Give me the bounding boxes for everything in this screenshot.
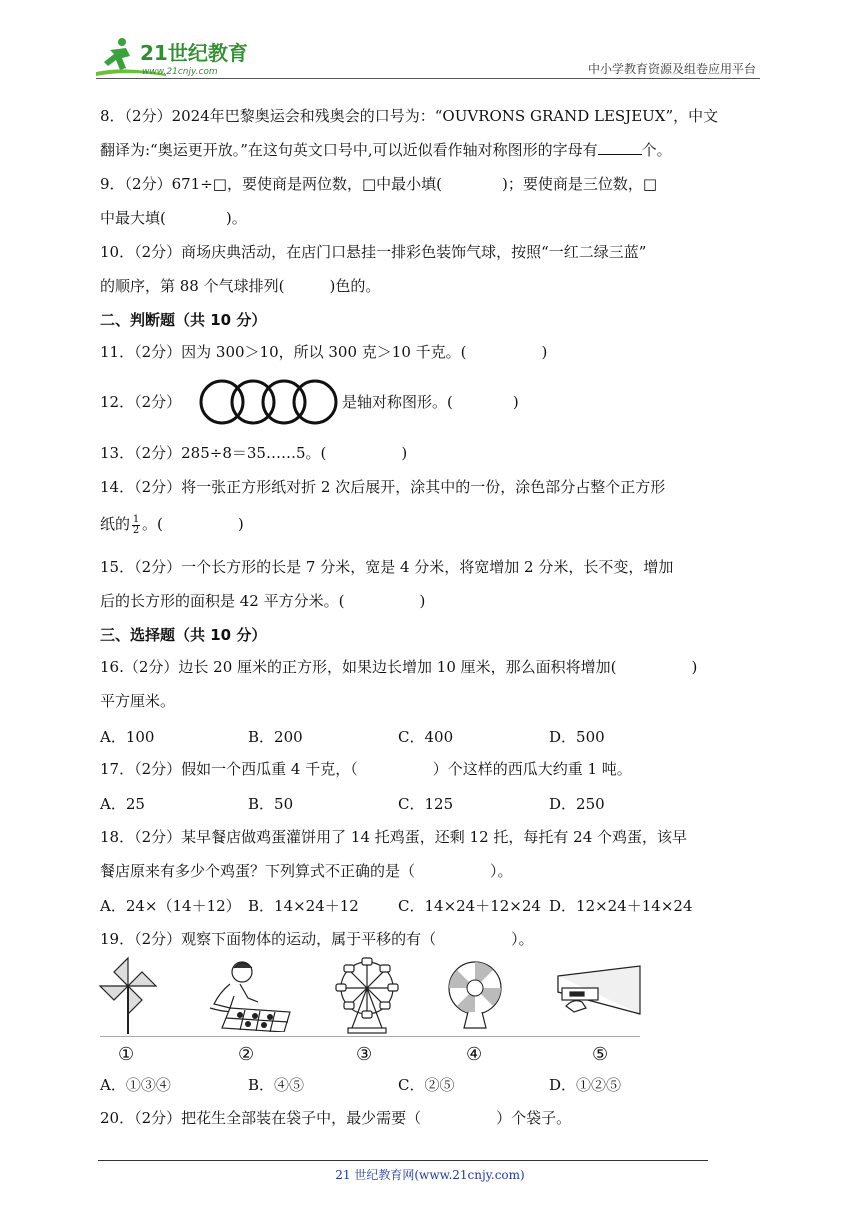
question-9-line-2: 中最大填( )。 <box>100 209 247 227</box>
question-14-text: 纸的 <box>100 515 131 533</box>
q18-option-d[interactable]: D．12×24＋14×24 <box>549 897 693 915</box>
question-18-line-1: 18．（2分）某早餐店做鸡蛋灌饼用了 14 托鸡蛋，还剩 12 托，每托有 24 个鸡蛋，该早 <box>100 828 688 846</box>
question-12-suffix: 是轴对称图形。( ) <box>342 393 519 411</box>
q17-option-d[interactable]: D．250 <box>549 795 605 813</box>
q19-option-c[interactable]: C．②⑤ <box>398 1076 455 1094</box>
question-16-line-1: 16.（2分）边长 20 厘米的正方形，如果边长增加 10 厘米，那么面积将增加( ) <box>100 658 698 676</box>
child-playing-board-icon <box>200 958 296 1032</box>
figure-label-3: ③ <box>356 1044 373 1065</box>
q18-option-a[interactable]: A．24×（14＋12） <box>100 897 241 915</box>
figure-baseline <box>100 1036 640 1037</box>
answer-blank <box>598 140 642 155</box>
footer-divider <box>98 1160 708 1161</box>
question-12 <box>100 392 181 412</box>
four-rings-figure <box>198 378 340 426</box>
pinwheel-icon <box>98 956 158 1034</box>
question-17: 17．（2分）假如一个西瓜重 4 千克，（ ）个这样的西瓜大约重 1 吨。 <box>100 760 632 778</box>
question-10-line-1: 10．（2分）商场庆典活动，在店门口悬挂一排彩色装饰气球，按照“一红二绿三蓝” <box>100 243 647 261</box>
question-20: 20．（2分）把花生全部装在袋子中，最少需要（ ）个袋子。 <box>100 1109 572 1127</box>
question-15-line-1: 15．（2分）一个长方形的长是 7 分米，宽是 4 分米，将宽增加 2 分米，长不变，增加 <box>100 558 674 576</box>
question-11: 11．（2分）因为 300＞10，所以 300 克＞10 千克。( ) <box>100 343 548 361</box>
q17-option-b[interactable]: B．50 <box>248 795 294 813</box>
question-14-line-2 <box>100 514 244 536</box>
site-slogan: 中小学教育资源及组卷应用平台 <box>587 62 756 76</box>
fraction-one-half <box>132 515 140 536</box>
header-divider <box>96 78 760 79</box>
q18-option-b[interactable]: B．14×24＋12 <box>248 897 359 915</box>
page-footer: 21 世纪教育网(www.21cnjy.com) <box>335 1168 525 1182</box>
section-heading-choice: 三、选择题（共 10 分） <box>100 626 267 644</box>
ferris-wheel-icon <box>332 956 402 1034</box>
svg-text:www.21cnjy.com: www.21cnjy.com <box>142 67 218 77</box>
section-heading-judgment: 二、判断题（共 10 分） <box>100 311 267 329</box>
question-9-line-1: 9．（2分）671÷□，要使商是两位数，□中最小填( )；要使商是三位数，□ <box>100 175 658 193</box>
q16-option-c[interactable]: C．400 <box>398 728 454 746</box>
q19-option-b[interactable]: B．④⑤ <box>248 1076 305 1094</box>
question-8-suffix: 个。 <box>641 141 672 159</box>
svg-text:21世纪教育: 21世纪教育 <box>140 41 248 65</box>
question-18-line-2: 餐店原来有多少个鸡蛋？下列算式不正确的是（ ）。 <box>100 862 513 880</box>
page-header <box>96 36 760 80</box>
q19-option-a[interactable]: A．①③④ <box>100 1076 171 1094</box>
q17-option-c[interactable]: C．125 <box>398 795 454 813</box>
question-8-line-1: 8．（2分）2024年巴黎奥运会和残奥会的口号为：“OUVRONS GRAND LESJEUX”，中文 <box>100 107 719 125</box>
question-8-text: 翻译为:“奥运更开放。”在这句英文口号中,可以近似看作轴对称图形的字母有 <box>100 141 598 159</box>
fraction-numerator: 1 <box>132 513 140 525</box>
q18-option-c[interactable]: C．14×24＋12×24 <box>398 897 541 915</box>
q16-option-a[interactable]: A．100 <box>100 728 155 746</box>
question-16-line-2: 平方厘米。 <box>100 692 176 710</box>
sliding-drawer-icon <box>556 962 642 1026</box>
question-10-line-2: 的顺序，第 88 个气球排列( )色的。 <box>100 277 381 295</box>
question-14-line-1: 14．（2分）将一张正方形纸对折 2 次后展开，涂其中的一份，涂色部分占整个正方形 <box>100 478 666 496</box>
figure-label-4: ④ <box>466 1044 483 1065</box>
q16-option-d[interactable]: D．500 <box>549 728 605 746</box>
question-15-line-2: 后的长方形的面积是 42 平方分米。( ) <box>100 592 426 610</box>
figure-label-2: ② <box>238 1044 255 1065</box>
question-13: 13．（2分）285÷8＝35……5。( ) <box>100 444 408 462</box>
q19-option-d[interactable]: D．①②⑤ <box>549 1076 622 1094</box>
question-14-suffix: 。( ) <box>142 515 244 533</box>
figure-label-1: ① <box>118 1044 135 1065</box>
question-19: 19．（2分）观察下面物体的运动，属于平移的有（ ）。 <box>100 930 534 948</box>
question-8-line-2 <box>100 140 672 160</box>
q16-option-b[interactable]: B．200 <box>248 728 303 746</box>
question-12-prefix: 12．（2分） <box>100 393 182 411</box>
q17-option-a[interactable]: A．25 <box>100 795 145 813</box>
fraction-denominator: 2 <box>132 524 140 536</box>
figure-label-5: ⑤ <box>592 1044 609 1065</box>
spinning-wheel-icon <box>444 960 506 1032</box>
site-logo <box>96 36 266 78</box>
